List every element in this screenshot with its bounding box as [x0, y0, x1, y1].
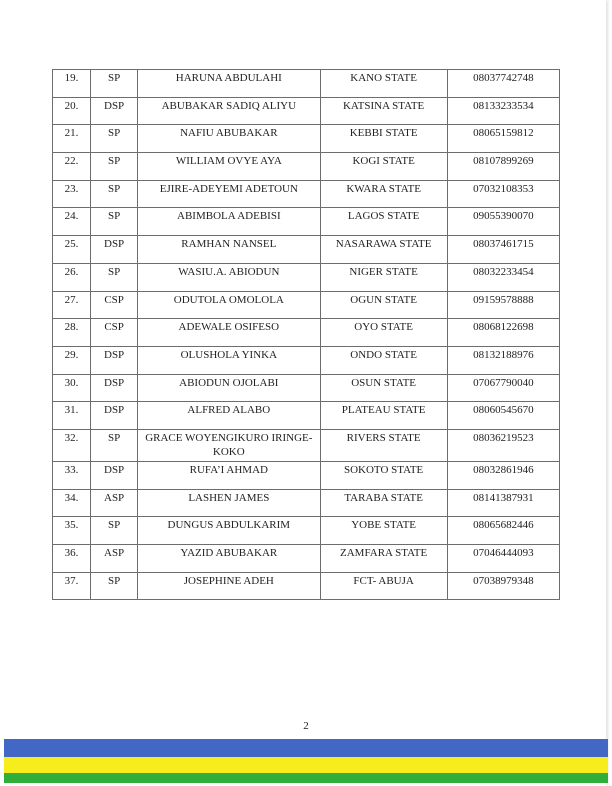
rank-cell: SP [91, 180, 138, 208]
state-cell: OYO STATE [320, 319, 447, 347]
rank-cell: SP [91, 153, 138, 181]
name-cell: WASIU.A. ABIODUN [138, 263, 320, 291]
serial-number: 37. [53, 572, 91, 600]
serial-number: 23. [53, 180, 91, 208]
footer-stripe-green [4, 773, 608, 783]
table-row [53, 402, 560, 430]
name-cell: OLUSHOLA YINKA [138, 346, 320, 374]
phone-cell: 09055390070 [447, 208, 559, 236]
table-row [53, 236, 560, 264]
rank-cell: DSP [91, 346, 138, 374]
state-cell: YOBE STATE [320, 517, 447, 545]
table-row [53, 572, 560, 600]
phone-cell: 08068122698 [447, 319, 559, 347]
phone-cell: 08032861946 [447, 461, 559, 489]
state-cell: ZAMFARA STATE [320, 545, 447, 573]
serial-number: 30. [53, 374, 91, 402]
name-cell: DUNGUS ABDULKARIM [138, 517, 320, 545]
serial-number: 22. [53, 153, 91, 181]
state-cell: PLATEAU STATE [320, 402, 447, 430]
name-cell: ABUBAKAR SADIQ ALIYU [138, 97, 320, 125]
table-row [53, 374, 560, 402]
serial-number: 28. [53, 319, 91, 347]
table-row [53, 545, 560, 573]
serial-number: 33. [53, 461, 91, 489]
table-row [53, 208, 560, 236]
rank-cell: DSP [91, 374, 138, 402]
rank-cell: DSP [91, 236, 138, 264]
serial-number: 35. [53, 517, 91, 545]
phone-cell: 08060545670 [447, 402, 559, 430]
rank-cell: SP [91, 517, 138, 545]
table-row [53, 429, 560, 461]
serial-number: 26. [53, 263, 91, 291]
rank-cell: DSP [91, 402, 138, 430]
state-cell: SOKOTO STATE [320, 461, 447, 489]
phone-cell: 08037742748 [447, 70, 559, 98]
table-row [53, 319, 560, 347]
state-cell: NASARAWA STATE [320, 236, 447, 264]
phone-cell: 08032233454 [447, 263, 559, 291]
table-row [53, 180, 560, 208]
serial-number: 21. [53, 125, 91, 153]
table-row [53, 346, 560, 374]
table-row [53, 153, 560, 181]
rank-cell: SP [91, 208, 138, 236]
state-cell: KWARA STATE [320, 180, 447, 208]
serial-number: 36. [53, 545, 91, 573]
name-cell: ALFRED ALABO [138, 402, 320, 430]
state-cell: NIGER STATE [320, 263, 447, 291]
phone-cell: 08107899269 [447, 153, 559, 181]
state-cell: TARABA STATE [320, 489, 447, 517]
serial-number: 19. [53, 70, 91, 98]
state-cell: FCT- ABUJA [320, 572, 447, 600]
state-cell: OSUN STATE [320, 374, 447, 402]
rank-cell: SP [91, 429, 138, 461]
phone-cell: 08132188976 [447, 346, 559, 374]
name-cell: RAMHAN NANSEL [138, 236, 320, 264]
phone-cell: 07067790040 [447, 374, 559, 402]
serial-number: 27. [53, 291, 91, 319]
rank-cell: ASP [91, 489, 138, 517]
officers-table [52, 69, 560, 600]
rank-cell: SP [91, 125, 138, 153]
footer-stripe-yellow [4, 757, 608, 773]
state-cell: KEBBI STATE [320, 125, 447, 153]
name-cell: LASHEN JAMES [138, 489, 320, 517]
rank-cell: SP [91, 70, 138, 98]
footer-stripe-blue [4, 739, 608, 757]
serial-number: 29. [53, 346, 91, 374]
phone-cell: 08036219523 [447, 429, 559, 461]
phone-cell: 08065682446 [447, 517, 559, 545]
phone-cell: 07032108353 [447, 180, 559, 208]
name-cell: NAFIU ABUBAKAR [138, 125, 320, 153]
name-cell: WILLIAM OVYE AYA [138, 153, 320, 181]
phone-cell: 09159578888 [447, 291, 559, 319]
rank-cell: DSP [91, 461, 138, 489]
page-number: 2 [303, 720, 309, 732]
phone-cell: 08065159812 [447, 125, 559, 153]
serial-number: 31. [53, 402, 91, 430]
name-cell: YAZID ABUBAKAR [138, 545, 320, 573]
phone-cell: 08037461715 [447, 236, 559, 264]
phone-cell: 07038979348 [447, 572, 559, 600]
table-row [53, 461, 560, 489]
name-cell: EJIRE-ADEYEMI ADETOUN [138, 180, 320, 208]
name-cell: HARUNA ABDULAHI [138, 70, 320, 98]
serial-number: 32. [53, 429, 91, 461]
serial-number: 20. [53, 97, 91, 125]
phone-cell: 08133233534 [447, 97, 559, 125]
rank-cell: CSP [91, 319, 138, 347]
serial-number: 24. [53, 208, 91, 236]
rank-cell: ASP [91, 545, 138, 573]
table-row [53, 97, 560, 125]
name-cell: ABIMBOLA ADEBISI [138, 208, 320, 236]
rank-cell: DSP [91, 97, 138, 125]
serial-number: 25. [53, 236, 91, 264]
rank-cell: SP [91, 572, 138, 600]
name-cell: GRACE WOYENGIKURO IRINGE-KOKO [138, 429, 320, 461]
table-row [53, 70, 560, 98]
name-cell: JOSEPHINE ADEH [138, 572, 320, 600]
state-cell: KATSINA STATE [320, 97, 447, 125]
table-row [53, 489, 560, 517]
phone-cell: 08141387931 [447, 489, 559, 517]
rank-cell: CSP [91, 291, 138, 319]
state-cell: KANO STATE [320, 70, 447, 98]
phone-cell: 07046444093 [447, 545, 559, 573]
state-cell: KOGI STATE [320, 153, 447, 181]
name-cell: ABIODUN OJOLABI [138, 374, 320, 402]
table-row [53, 263, 560, 291]
rank-cell: SP [91, 263, 138, 291]
state-cell: OGUN STATE [320, 291, 447, 319]
table-row [53, 291, 560, 319]
serial-number: 34. [53, 489, 91, 517]
state-cell: LAGOS STATE [320, 208, 447, 236]
state-cell: RIVERS STATE [320, 429, 447, 461]
table-row [53, 125, 560, 153]
state-cell: ONDO STATE [320, 346, 447, 374]
name-cell: ODUTOLA OMOLOLA [138, 291, 320, 319]
table-row [53, 517, 560, 545]
name-cell: ADEWALE OSIFESO [138, 319, 320, 347]
name-cell: RUFA’I AHMAD [138, 461, 320, 489]
